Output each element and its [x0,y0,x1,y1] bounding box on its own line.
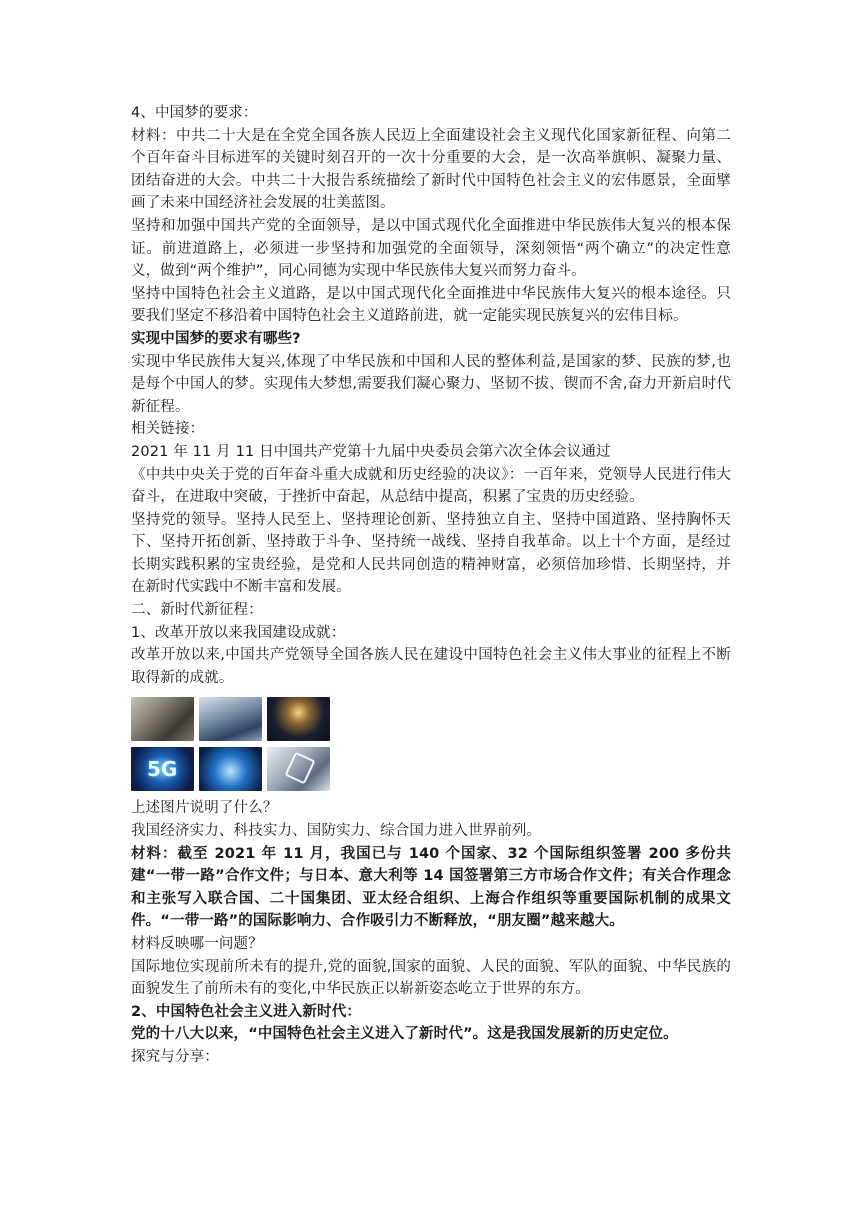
paragraph: 党的十八大以来，“中国特色社会主义进入了新时代”。这是我国发展新的历史定位。 [131,1026,678,1043]
photo-telescope [267,697,330,741]
paragraph: 4、中国梦的要求： [131,105,258,121]
paragraph: 实现中华民族伟大复兴,体现了中华民族和中国和人民的整体利益,是国家的梦、民族的梦,也是每个中国人的梦。实现伟大梦想,需要我们凝心聚力、坚韧不拔、锲而不舍,奋力开新启时代新征程。 [131,353,731,415]
paragraph: 坚持和加强中国共产党的全面领导，是以中国式现代化全面推进中华民族伟大复兴的根本保证。前进道路上，必须进一步坚持和加强党的全面领导，深刻领悟“两个确立”的决定性意义，做到“两个维护”，同心同德为实现中华民族伟大复兴而努力奋斗。 [131,217,731,280]
achievements-photo-grid [131,697,329,791]
satellite-shape [285,752,316,785]
photo-space-station [267,747,330,791]
paragraph: 2021 年 11 月 11 日中国共产党第十九届中央委员会第六次全体会议通过 [131,443,611,460]
photo-5g: 5G [131,747,194,791]
paragraph: 上述图片说明了什么？ [131,800,278,817]
photo-industry [131,697,194,741]
paragraph: 实现中国梦的要求有哪些? [131,330,301,347]
paragraph: 坚持党的领导。坚持人民至上、坚持理论创新、坚持独立自主、坚持中国道路、坚持胸怀天下、坚持开拓创新、坚持敢于斗争、坚持统一战线、坚持自我革命。以上十个方面，是经过长期实践积累的宝贵经验，是党和人民共同创造的精神财富，必须倍加珍惜、长期坚持，并在新时代实践中不断丰富和发展。 [131,511,731,596]
text-block-before-figure [131,102,731,689]
paragraph: 1、改革开放以来我国建设成就： [131,624,346,641]
text-block-after-figure [131,797,731,1068]
paragraph: 国际地位实现前所未有的提升,党的面貌,国家的面貌、人民的面貌、军队的面貌、中华民族的面貌发生了前所未有的变化,中华民族正以崭新姿态屹立于世界的东方。 [131,958,731,998]
paragraph: 材料：中共二十大是在全党全国各族人民迈上全面建设社会主义现代化国家新征程、向第二个百年奋斗目标进军的关键时刻召开的一次十分重要的大会，是一次高举旗帜、凝聚力量、团结奋进的大会。中共二十大报告系统描绘了新时代中国特色社会主义的宏伟愿景，全面擘画了未来中国经济社会发展的壮美蓝图。 [131,127,731,212]
paragraph: 改革开放以来,中国共产党领导全国各族人民在建设中国特色社会主义伟大事业的征程上不断取得新的成就。 [131,647,731,686]
paragraph: 二、新时代新征程： [131,602,263,619]
photo-network [199,747,262,791]
paragraph: 我国经济实力、科技实力、国防实力、综合国力进入世界前列。 [131,823,542,840]
paragraph: 相关链接： [131,421,205,438]
paragraph: 探究与分享： [131,1048,219,1065]
paragraph: 2、中国特色社会主义进入新时代： [131,1003,361,1020]
paragraph: 材料：截至 2021 年 11 月，我国已与 140 个国家、32 个国际组织签署 200 多份共建“一带一路”合作文件；与日本、意大利等 14 国签署第三方市场合作文件；有关合作理念和主张写入联合国、二十国集团、亚太经合组织、上海合作组织等重要国际机制的成果文件。“一带一路”的国际影响力、合作吸引力不断释放，“朋友圈”越来越大。 [131,845,731,930]
paragraph: 坚持中国特色社会主义道路，是以中国式现代化全面推进中华民族伟大复兴的根本途径。只要我们坚定不移沿着中国特色社会主义道路前进，就一定能实现民族复兴的宏伟目标。 [131,285,731,325]
paragraph: 《中共中央关于党的百年奋斗重大成就和历史经验的决议》：一百年来，党领导人民进行伟大奋斗，在进取中突破，于挫折中奋起，从总结中提高，积累了宝贵的历史经验。 [131,466,731,506]
photo-high-speed-rail [199,697,262,741]
document-page [131,102,731,1069]
paragraph: 材料反映哪一问题？ [131,936,263,952]
